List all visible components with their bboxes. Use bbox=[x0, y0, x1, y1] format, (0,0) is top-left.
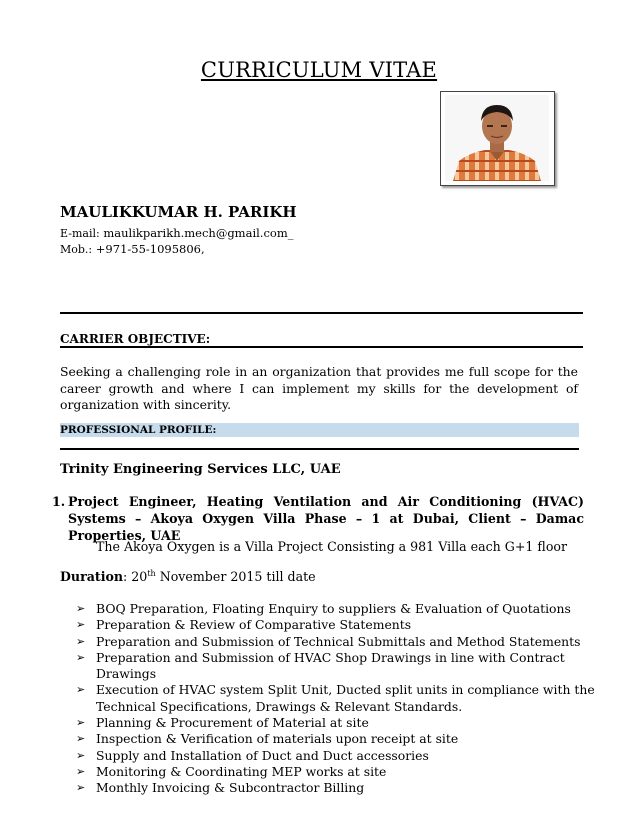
arrow-bullet-icon: ➢ bbox=[76, 618, 86, 632]
arrow-bullet-icon: ➢ bbox=[76, 716, 86, 730]
duration-day: : 20 bbox=[123, 569, 148, 585]
arrow-bullet-icon: ➢ bbox=[76, 748, 86, 762]
responsibility-text: Monitoring & Coordinating MEP works at site bbox=[96, 763, 387, 779]
duration-sup: th bbox=[147, 569, 156, 578]
arrow-bullet-icon: ➢ bbox=[76, 683, 86, 697]
arrow-bullet-icon: ➢ bbox=[76, 732, 86, 746]
project-title-text: Project Engineer, Heating Ventilation and Air Conditioning (HVAC) Systems – Akoya Oxygen Villa Phase – 1 at Dubai, Client – Damac Properties, UAE bbox=[68, 494, 584, 543]
responsibility-list bbox=[72, 601, 602, 797]
company-name: Trinity Engineering Services LLC, UAE bbox=[60, 462, 341, 477]
responsibility-item bbox=[72, 715, 602, 731]
responsibility-text: Planning & Procurement of Material at site bbox=[96, 715, 369, 731]
document-title: CURRICULUM VITAE bbox=[200, 58, 438, 82]
objective-text: Seeking a challenging role in an organization that provides me full scope for the career growth and where I can implement my skills for the development of organization with sincerity. bbox=[60, 364, 578, 412]
profile-photo bbox=[440, 91, 555, 186]
objective-heading: CARRIER OBJECTIVE: bbox=[60, 332, 211, 346]
responsibility-item bbox=[72, 601, 602, 617]
responsibility-text: Preparation & Review of Comparative Statements bbox=[96, 617, 412, 633]
objective-divider bbox=[60, 346, 583, 348]
profile-heading-bar bbox=[60, 423, 579, 437]
email-value[interactable]: maulikparikh.mech@gmail.com_ bbox=[103, 226, 294, 240]
responsibility-text: Execution of HVAC system Split Unit, Ducted split units in compliance with the Technical Specifications, Drawings & Relevant Standards. bbox=[96, 682, 595, 714]
project-description: The Akoya Oxygen is a Villa Project Consisting a 981 Villa each G+1 floor bbox=[96, 539, 568, 554]
profile-divider bbox=[60, 448, 579, 450]
responsibility-text: Inspection & Verification of materials upon receipt at site bbox=[96, 731, 459, 747]
candidate-name: MAULIKKUMAR H. PARIKH bbox=[60, 203, 297, 221]
mobile-line bbox=[60, 242, 205, 256]
arrow-bullet-icon: ➢ bbox=[76, 634, 86, 648]
responsibility-item bbox=[72, 764, 602, 780]
arrow-bullet-icon: ➢ bbox=[76, 602, 86, 615]
responsibility-item bbox=[72, 731, 602, 747]
responsibility-text: Supply and Installation of Duct and Duct accessories bbox=[96, 747, 429, 763]
responsibility-item bbox=[72, 650, 602, 683]
arrow-bullet-icon: ➢ bbox=[76, 781, 86, 795]
email-line bbox=[60, 226, 293, 240]
mobile-label: Mob.: bbox=[60, 243, 93, 256]
arrow-bullet-icon: ➢ bbox=[76, 764, 86, 778]
email-label: E-mail: bbox=[60, 227, 100, 240]
profile-photo-image bbox=[445, 95, 549, 181]
responsibility-item bbox=[72, 748, 602, 764]
responsibility-text: BOQ Preparation, Floating Enquiry to suppliers & Evaluation of Quotations bbox=[96, 601, 571, 616]
responsibility-item bbox=[72, 634, 602, 650]
header-divider bbox=[60, 312, 583, 314]
arrow-bullet-icon: ➢ bbox=[76, 650, 86, 664]
duration-rest: November 2015 till date bbox=[155, 569, 316, 585]
project-number: 1. bbox=[52, 494, 66, 509]
responsibility-item bbox=[72, 682, 602, 715]
responsibility-text: Preparation and Submission of HVAC Shop Drawings in line with Contract Drawings bbox=[96, 649, 565, 682]
project-title bbox=[52, 493, 584, 544]
responsibility-text: Monthly Invoicing & Subcontractor Billing bbox=[96, 780, 365, 796]
duration-line bbox=[60, 569, 316, 584]
mobile-value: +971-55-1095806, bbox=[95, 242, 205, 256]
responsibility-text: Preparation and Submission of Technical Submittals and Method Statements bbox=[96, 633, 581, 649]
profile-heading: PROFESSIONAL PROFILE: bbox=[60, 424, 217, 436]
responsibility-item bbox=[72, 780, 602, 796]
duration-label: Duration bbox=[60, 569, 124, 585]
responsibility-item bbox=[72, 617, 602, 633]
